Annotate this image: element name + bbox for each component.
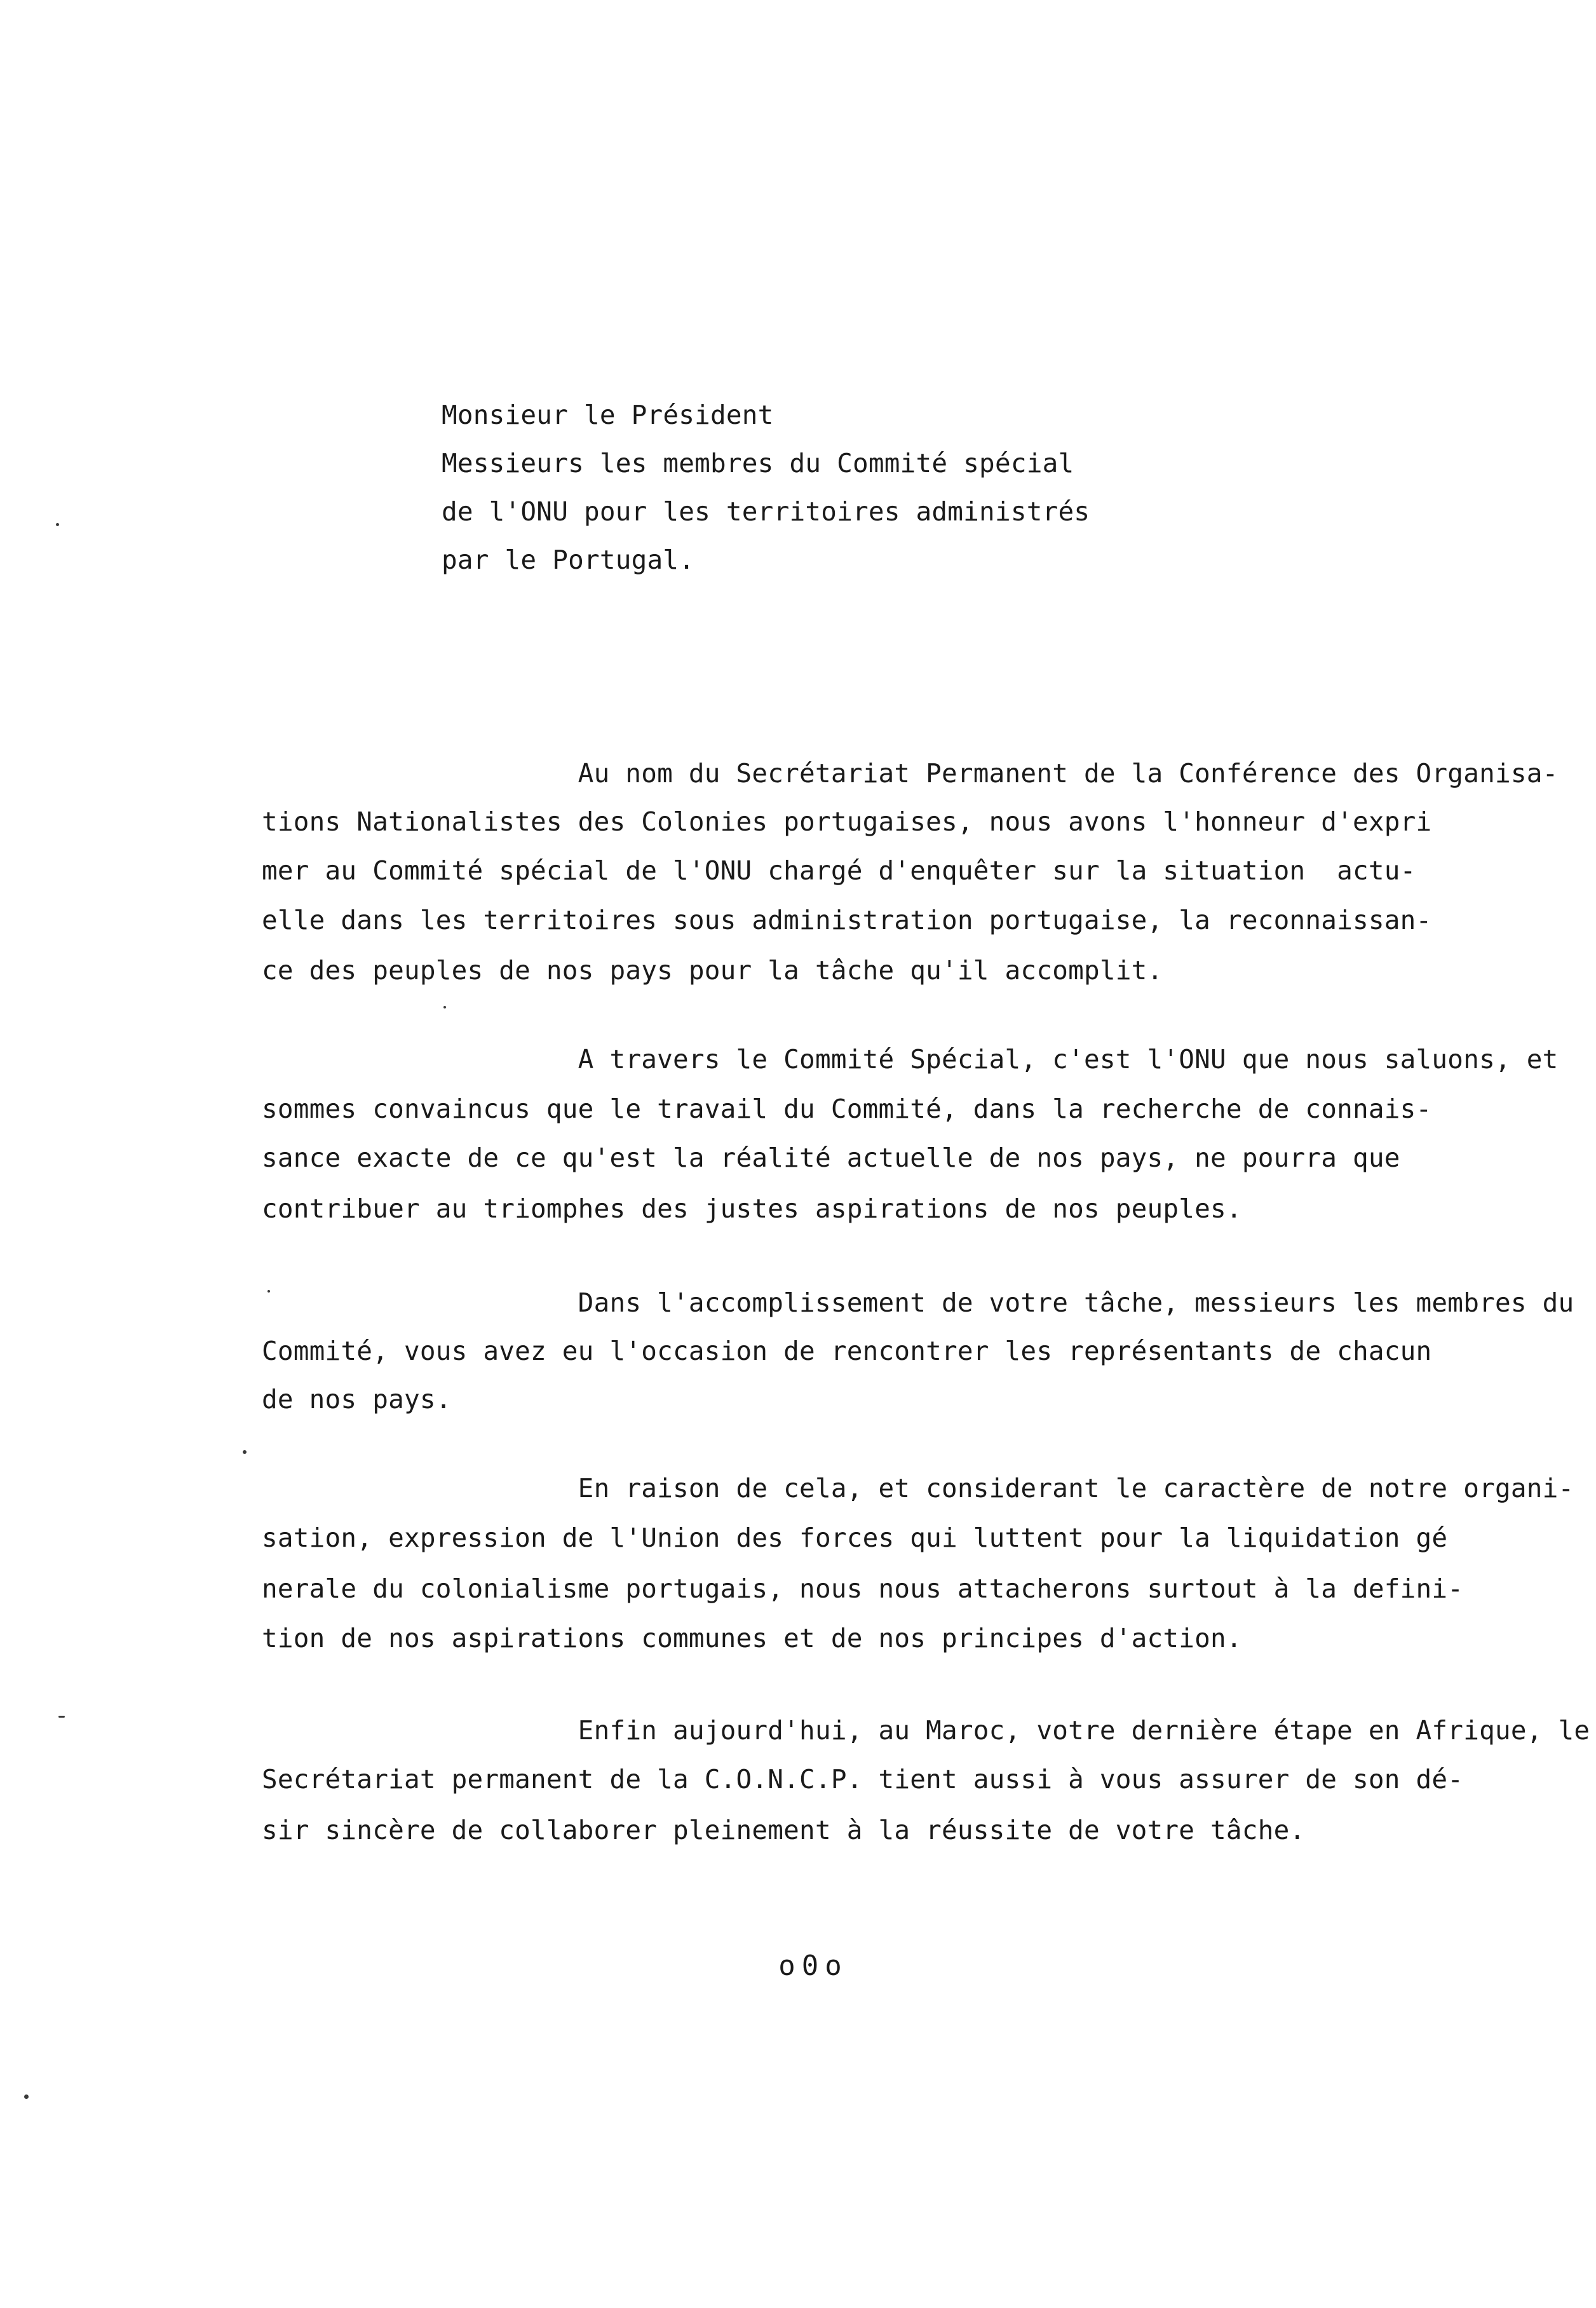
body-line: elle dans les territoires sous administration portugaise, la reconnaissan- bbox=[262, 905, 1432, 935]
body-line: sance exacte de ce qu'est la réalité actuelle de nos pays, ne pourra que bbox=[262, 1143, 1400, 1173]
body-line: contribuer au triomphes des justes aspirations de nos peuples. bbox=[262, 1193, 1242, 1224]
body-line: sommes convaincus que le travail du Commité, dans la recherche de connais- bbox=[262, 1094, 1432, 1124]
body-line: A travers le Commité Spécial, c'est l'ONU que nous saluons, et bbox=[262, 1044, 1559, 1075]
body-line: nerale du colonialisme portugais, nous nous attacherons surtout à la defini- bbox=[262, 1573, 1464, 1604]
scan-speck bbox=[443, 1006, 446, 1008]
body-line: Au nom du Secrétariat Permanent de la Conférence des Organisa- bbox=[262, 758, 1559, 789]
body-line: mer au Commité spécial de l'ONU chargé d'enquêter sur la situation actu- bbox=[262, 855, 1416, 886]
body-line: tion de nos aspirations communes et de nos principes d'action. bbox=[262, 1623, 1242, 1653]
body-line: sir sincère de collaborer pleinement à la réussite de votre tâche. bbox=[262, 1815, 1306, 1845]
addressee-line: Monsieur le Président bbox=[442, 400, 774, 430]
body-line: En raison de cela, et considerant le caractère de notre organi- bbox=[262, 1473, 1574, 1504]
body-line: Commité, vous avez eu l'occasion de rencontrer les représentants de chacun bbox=[262, 1336, 1432, 1366]
body-line: Dans l'accomplissement de votre tâche, messieurs les membres du bbox=[262, 1287, 1574, 1318]
body-line: tions Nationalistes des Colonies portugaises, nous avons l'honneur d'expri bbox=[262, 806, 1432, 837]
body-line: de nos pays. bbox=[262, 1384, 452, 1415]
body-line: Enfin aujourd'hui, au Maroc, votre dernière étape en Afrique, le bbox=[262, 1715, 1590, 1746]
body-line: Secrétariat permanent de la C.O.N.C.P. tient aussi à vous assurer de son dé- bbox=[262, 1764, 1464, 1795]
body-line: ce des peuples de nos pays pour la tâche qu'il accomplit. bbox=[262, 955, 1163, 986]
scan-speck bbox=[56, 523, 59, 526]
scan-speck bbox=[243, 1450, 247, 1454]
addressee-line: de l'ONU pour les territoires administrés bbox=[442, 496, 1090, 527]
body-line: sation, expression de l'Union des forces qui luttent pour la liquidation gé bbox=[262, 1523, 1448, 1553]
addressee-block bbox=[442, 391, 1204, 584]
scan-speck bbox=[24, 2094, 29, 2099]
addressee-line: Messieurs les membres du Commité spécial bbox=[442, 448, 1074, 479]
addressee-line: par le Portugal. bbox=[442, 545, 695, 575]
scan-speck bbox=[58, 1716, 65, 1718]
closing-ornament: o0o bbox=[778, 1950, 848, 1982]
